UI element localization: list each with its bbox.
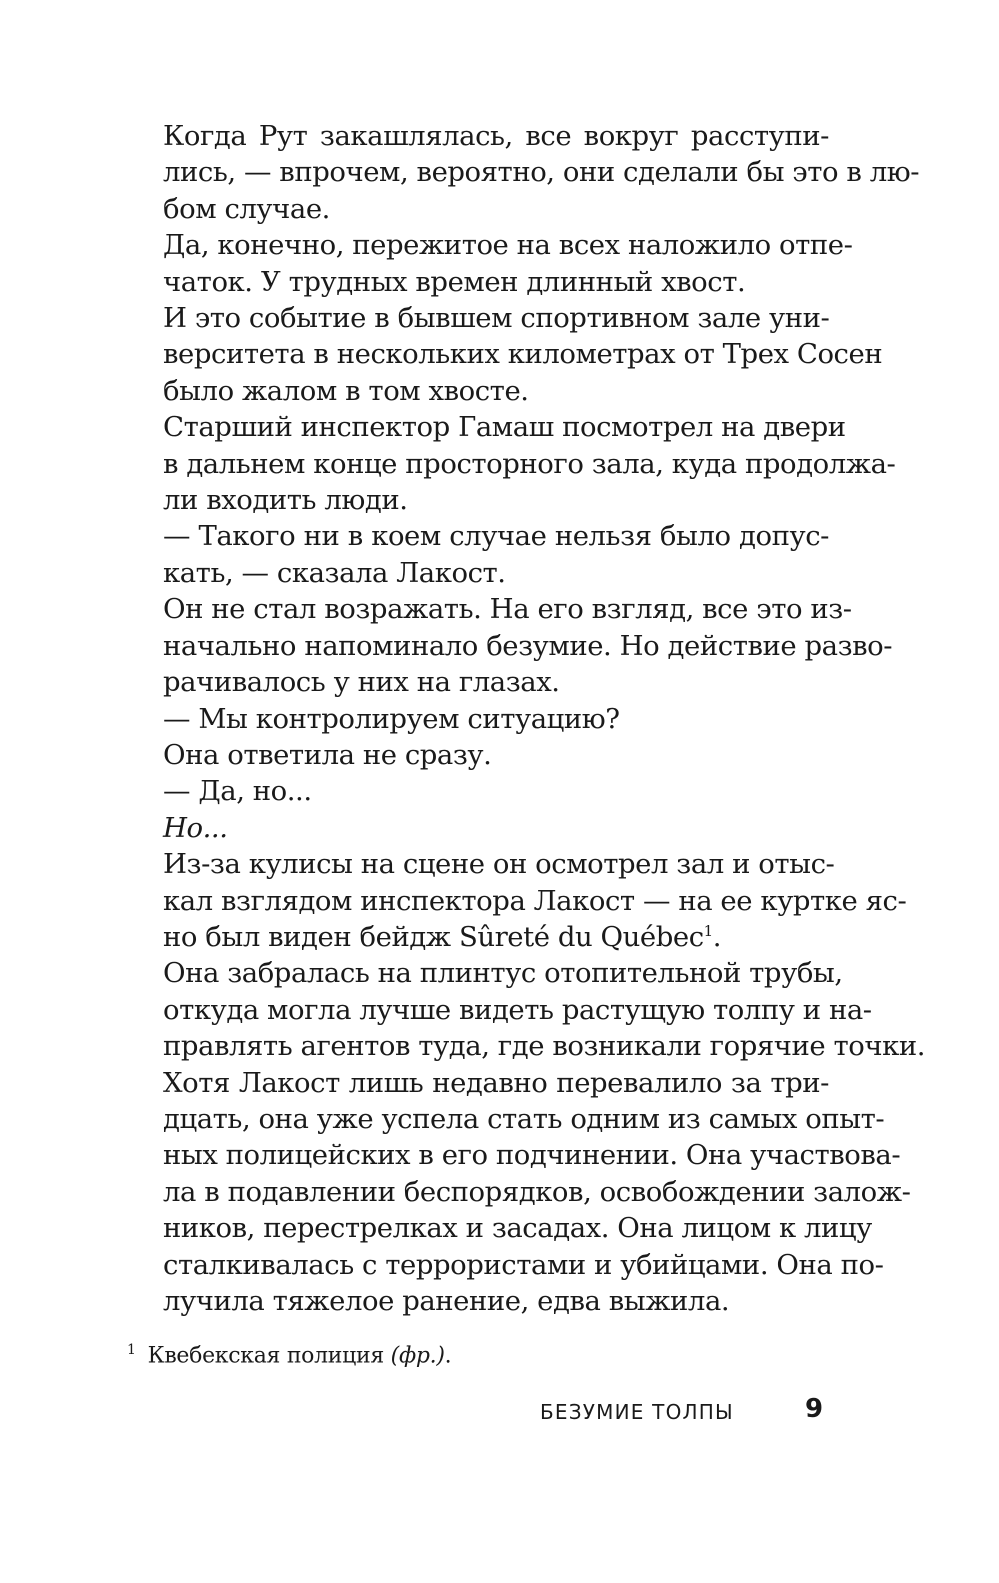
footnote-italic: (фр.)	[390, 1343, 445, 1369]
text-line: ли входить люди.	[163, 484, 408, 517]
paragraph	[163, 227, 853, 300]
text-line: дцать, она уже успела стать одним из самых опыт-	[163, 1102, 885, 1135]
paragraph	[163, 591, 893, 700]
text-line: Хотя Лакост лишь недавно перевалило за три-	[163, 1066, 829, 1099]
paragraph	[163, 810, 829, 846]
footnote	[127, 1342, 451, 1368]
text-line: бом случае.	[163, 192, 330, 225]
text-line: но был виден бейдж Sûreté du Québec	[163, 920, 704, 953]
text-line: Да, конечно, пережитое на всех наложило отпе-	[163, 229, 853, 262]
body-text	[163, 118, 926, 1319]
footnote-tail: .	[444, 1343, 452, 1369]
text-line: верситета в нескольких километрах от Трех Сосен	[163, 338, 883, 371]
text-line: Но...	[163, 811, 228, 844]
text-line: кал взглядом инспектора Лакост — на ее куртке яс-	[163, 884, 907, 917]
text-line: было жалом в том хвосте.	[163, 374, 529, 407]
text-line: — Такого ни в коем случае нельзя было допус-	[163, 520, 829, 553]
running-title: БЕЗУМИЕ ТОЛПЫ	[540, 1400, 734, 1424]
text-line: — Да, но...	[163, 775, 312, 808]
text-line: ла в подавлении беспорядков, освобождении залож-	[163, 1175, 911, 1208]
text-line: Она ответила не сразу.	[163, 738, 492, 771]
paragraph	[163, 1065, 911, 1320]
paragraph	[163, 701, 829, 737]
text-line: Когда Рут закашлялась, все вокруг расступи-	[163, 120, 829, 152]
footnote-text: Квебекская полиция	[147, 1343, 391, 1369]
text-line: сталкивалась с террористами и убийцами. Она по-	[163, 1248, 884, 1281]
paragraph	[163, 118, 920, 227]
text-line: в дальнем конце просторного зала, куда продолжа-	[163, 447, 896, 480]
paragraph	[163, 773, 829, 809]
text-line: Она забралась на плинтус отопительной трубы,	[163, 957, 843, 990]
paragraph	[163, 955, 926, 1064]
text-line: Он не стал возражать. На его взгляд, все это из-	[163, 593, 852, 626]
footnote-reference[interactable]: 1	[703, 921, 713, 940]
paragraph	[163, 409, 896, 518]
text-line: ных полицейских в его подчинении. Она участвова-	[163, 1139, 901, 1172]
text-line: И это событие в бывшем спортивном зале уни-	[163, 302, 830, 335]
paragraph	[163, 518, 829, 591]
text-line: начально напоминало безумие. Но действие разво-	[163, 629, 893, 662]
text-line: ников, перестрелках и засадах. Она лицом к лицу	[163, 1212, 872, 1245]
text-line: чаток. У трудных времен длинный хвост.	[163, 265, 746, 298]
text-line: рачивалось у них на глазах.	[163, 666, 560, 699]
paragraph	[163, 737, 829, 773]
paragraph	[163, 846, 907, 955]
text-line: откуда могла лучше видеть растущую толпу и на-	[163, 993, 872, 1026]
footnote-mark: 1	[127, 1342, 136, 1358]
text-line: кать, — сказала Лакост.	[163, 556, 506, 589]
text-line: правлять агентов туда, где возникали горячие точки.	[163, 1030, 926, 1063]
paragraph	[163, 300, 883, 409]
text-line-with-footnote: но был виден бейдж Sûreté du Québec$^1$.	[163, 920, 722, 953]
text-line: — Мы контролируем ситуацию?	[163, 702, 620, 735]
text-line: Из-за кулисы на сцене он осмотрел зал и отыс-	[163, 848, 835, 881]
page-number: 9	[805, 1394, 824, 1424]
text-line: лись, — впрочем, вероятно, они сделали бы это в лю-	[163, 156, 920, 189]
text-line: лучила тяжелое ранение, едва выжила.	[163, 1285, 730, 1317]
text-line: Старший инспектор Гамаш посмотрел на двери	[163, 411, 846, 444]
